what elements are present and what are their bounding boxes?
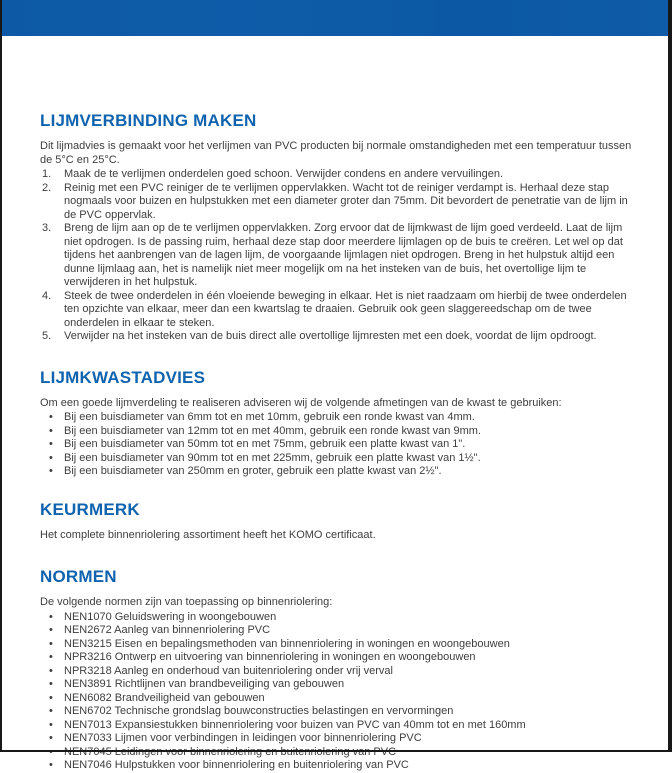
section-intro: Dit lijmadvies is gemaakt voor het verlijmen van PVC producten bij normale omstandigheden met een temperatuur tussen de 5°C en 25°C. [40, 140, 632, 166]
list-item: Steek de twee onderdelen in één vloeiende beweging in elkaar. Het is niet raadzaam om hierbij de twee onderdelen ten opzichte van elkaar, meer dan een kwartslag te draaien. Gebruik ook geen slaggereedschap om de twee onderdelen in elkaar te steken. [64, 289, 627, 329]
section-title: NORMEN [40, 567, 117, 586]
list-item: Reinig met een PVC reiniger de te verlijmen oppervlakken. Wacht tot de reiniger verdampt is. Herhaal deze stap nogmaals voor buizen en hulpstukken met een diameter groter dan 75mm. Dit bevordert de penetratie van de lijm in de PVC oppervlak. [64, 181, 628, 221]
section-lijmverbinding-maken [40, 111, 642, 344]
instruction-list [40, 168, 642, 344]
list-item: • Bij een buisdiameter van 12mm tot en met 40mm, gebruik een ronde kwast van 9mm. [40, 425, 642, 439]
page-edge-right [668, 0, 672, 752]
list-item: Breng de lijm aan op de te verlijmen oppervlakken. Zorg ervoor dat de lijmkwast de lijm goed verdeeld. Laat de lijm niet opdrogen. Is de passing ruim, herhaal deze stap door meerdere lijmlagen op de buis te creëren. Let wel op dat tijdens het aanbrengen van de lagen lijm, de voorgaande lijmlagen niet opdrogen. Breng in het hulpstuk altijd een dunne lijmlaag aan, het is namelijk niet meer mogelijk om na het insteken van de buis, het overtollige lijm te verwijderen in het hulpstuk. [64, 222, 623, 288]
list-item: • NEN1070 Geluidswering in woongebouwen [40, 611, 642, 625]
list-item: • NPR3216 Ontwerp en uitvoering van binnenriolering in woningen en woongebouwen [40, 651, 642, 665]
list-item: • NEN6082 Brandveiligheid van gebouwen [40, 692, 642, 706]
brush-advice-list [40, 411, 642, 479]
list-item: Verwijder na het insteken van de buis direct alle overtollige lijmresten met een doek, voordat de lijm opdroogt. [64, 330, 597, 342]
header-bar [0, 0, 672, 36]
list-item [40, 746, 642, 760]
list-item: Maak de te verlijmen onderdelen goed schoon. Verwijder condens en andere vervuilingen. [64, 168, 504, 180]
section-title: LIJMVERBINDING MAKEN [40, 111, 257, 130]
list-item: • NEN6702 Technische grondslag bouwconstructies belastingen en vervormingen [40, 705, 642, 719]
page-edge-left [0, 0, 2, 752]
list-item: • Bij een buisdiameter van 250mm en groter, gebruik een platte kwast van 2½". [40, 465, 642, 479]
section-lijmkwastadvies [40, 368, 642, 479]
list-item: • NEN2672 Aanleg van binnenriolering PVC [40, 624, 642, 638]
list-item: • NEN7013 Expansiestukken binnenriolering voor buizen van PVC van 40mm tot en met 160mm [40, 719, 642, 733]
list-item: • NEN3215 Eisen en bepalingsmethoden van binnenriolering in woningen en woongebouwen [40, 638, 642, 652]
list-item: • NEN3891 Richtlijnen van brandbeveiliging van gebouwen [40, 678, 642, 692]
section-intro: Het complete binnenriolering assortiment heeft het KOMO certificaat. [40, 528, 376, 541]
list-item: • Bij een buisdiameter van 50mm tot en met 75mm, gebruik een platte kwast van 1". [40, 438, 642, 452]
list-item: • Bij een buisdiameter van 6mm tot en met 10mm, gebruik een ronde kwast van 4mm. [40, 411, 642, 425]
list-item: • Bij een buisdiameter van 90mm tot en met 225mm, gebruik een platte kwast van 1½". [40, 452, 642, 466]
section-intro: De volgende normen zijn van toepassing op binnenriolering: [40, 596, 333, 608]
section-title: KEURMERK [40, 499, 140, 519]
section-normen [40, 567, 642, 773]
list-item: • NPR3218 Aanleg en onderhoud van buitenriolering onder vrij verval [40, 665, 642, 679]
section-intro: Om een goede lijmverdeling te realiseren adviseren wij de volgende afmetingen van de kwast te gebruiken: [40, 396, 562, 409]
list-item: • NEN7033 Lijmen voor verbindingen in leidingen voor binnenriolering PVC [40, 732, 642, 746]
list-item: • NEN7046 Hulpstukken voor binnenriolering en buitenriolering van PVC [40, 759, 642, 773]
section-keurmerk [40, 500, 642, 543]
norms-list [40, 611, 642, 773]
section-title: LIJMKWASTADVIES [40, 367, 206, 387]
page-content [40, 36, 642, 773]
